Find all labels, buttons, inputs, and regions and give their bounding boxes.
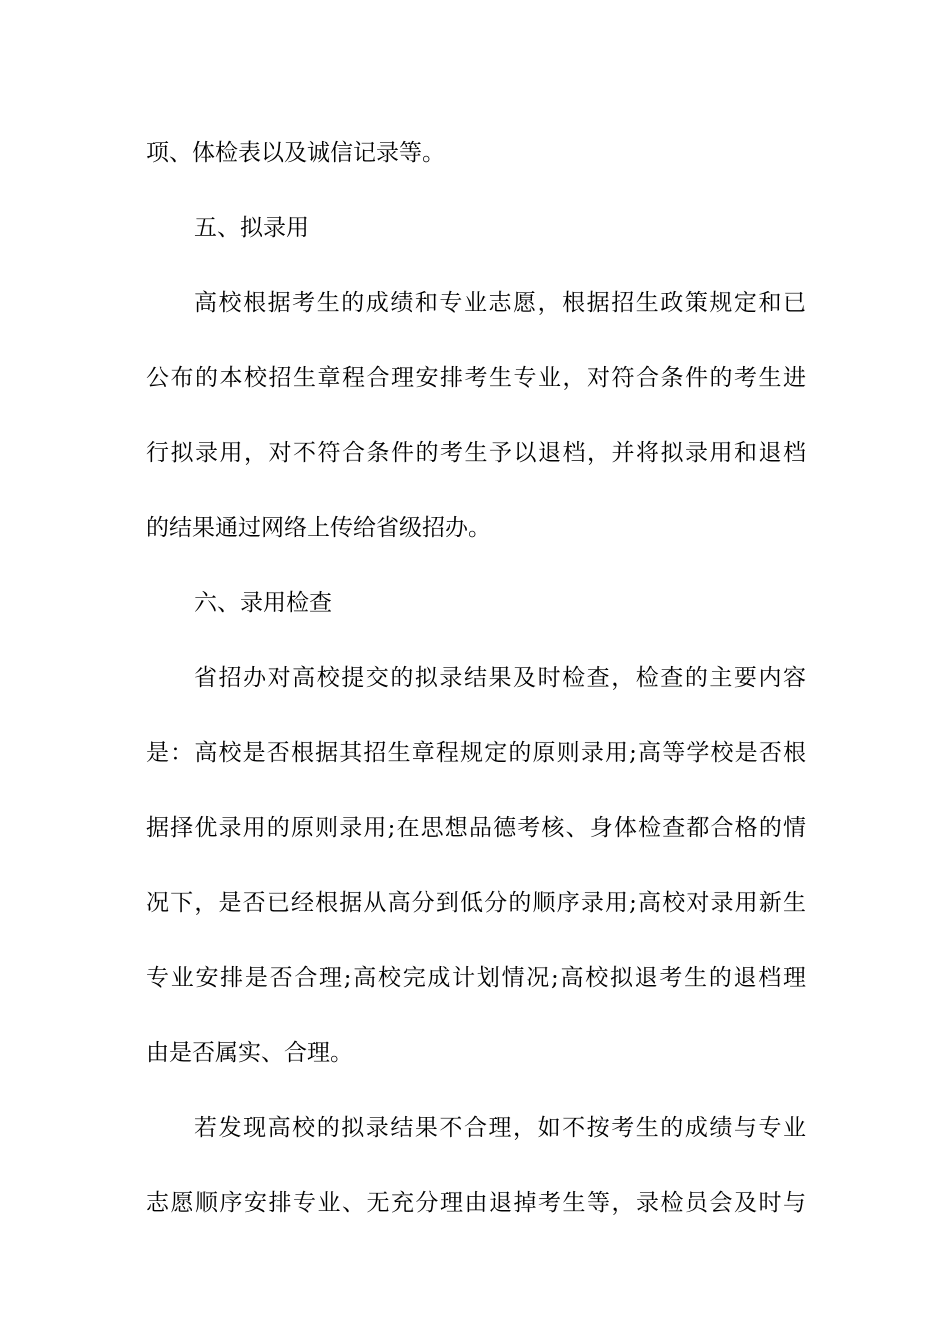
paragraph-line: 若发现高校的拟录结果不合理，如不按考生的成绩与专业 xyxy=(194,1115,806,1141)
paragraph-line: 志愿顺序安排专业、无充分理由退掉考生等，录检员会及时与 xyxy=(146,1190,806,1216)
paragraph-line: 公布的本校招生章程合理安排考生专业，对符合条件的考生进 xyxy=(146,365,806,391)
paragraph-line: 是：高校是否根据其招生章程规定的原则录用;高等学校是否根 xyxy=(146,740,806,766)
paragraph-line: 的结果通过网络上传给省级招办。 xyxy=(146,515,491,541)
paragraph-line: 项、体检表以及诚信记录等。 xyxy=(146,140,445,166)
paragraph-line: 高校根据考生的成绩和专业志愿，根据招生政策规定和已 xyxy=(194,290,806,316)
paragraph-line: 省招办对高校提交的拟录结果及时检查，检查的主要内容 xyxy=(194,665,806,691)
section-heading-5: 五、拟录用 xyxy=(194,215,309,241)
paragraph-line: 由是否属实、合理。 xyxy=(146,1040,353,1066)
paragraph-line: 据择优录用的原则录用;在思想品德考核、身体检查都合格的情 xyxy=(146,815,806,841)
paragraph-line: 专业安排是否合理;高校完成计划情况;高校拟退考生的退档理 xyxy=(146,965,806,991)
section-heading-6: 六、录用检查 xyxy=(194,590,332,616)
paragraph-line: 行拟录用，对不符合条件的考生予以退档，并将拟录用和退档 xyxy=(146,440,806,466)
paragraph-line: 况下，是否已经根据从高分到低分的顺序录用;高校对录用新生 xyxy=(146,890,806,916)
